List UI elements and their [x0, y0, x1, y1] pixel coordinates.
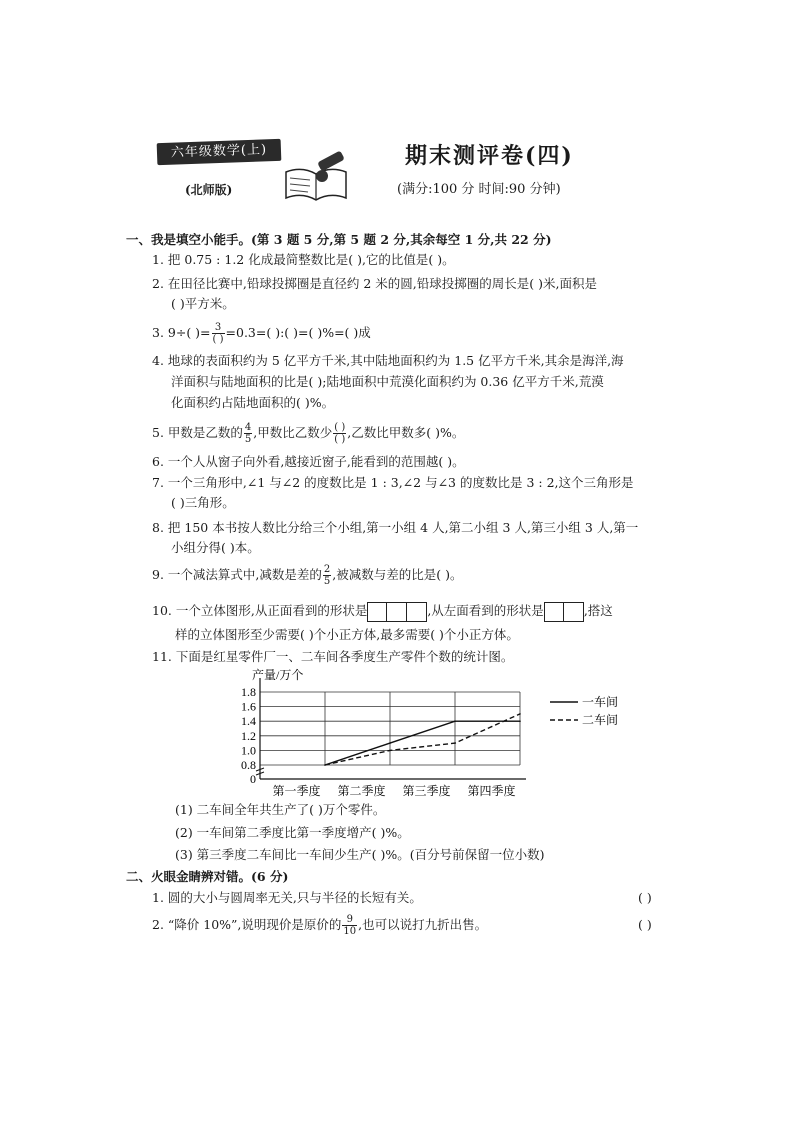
- data-point: [324, 764, 326, 766]
- question-11-1: (1) 二车间全年共生产了( )万个零件。: [175, 802, 386, 817]
- production-line-chart: [222, 664, 642, 804]
- section2-heading: 二、火眼金睛辨对错。(6 分): [126, 869, 289, 884]
- fraction: $\frac{2}{5}$: [323, 564, 331, 587]
- x-tick-label: 第三季度: [402, 784, 451, 798]
- question-11-3: (3) 第三季度二车间比一车间少生产( )%。(百分号前保留一位小数): [175, 847, 545, 862]
- chart-grid: [256, 678, 526, 779]
- grade-badge: 六年级数学(上): [157, 139, 282, 165]
- question-11-2: (2) 一车间第二季度比第一季度增产( )%。: [175, 825, 410, 840]
- question-10-line2: 样的立体图形至少需要( )个小正方体,最多需要( )个小正方体。: [175, 627, 519, 642]
- y-tick-label: 1.0: [241, 743, 256, 758]
- fraction: $\frac{( )}{( )}$: [334, 422, 346, 445]
- y-axis-label: 产量/万个: [252, 668, 304, 682]
- question-4-line1: 4. 地球的表面积约为 5 亿平方千米,其中陆地面积约为 1.5 亿平方千米,其余是海洋,海: [152, 353, 624, 368]
- question-1: 1. 把 0.75 : 1.2 化成最简整数比是( ),它的比值是( )。: [152, 252, 455, 267]
- legend-label: 一车间: [582, 695, 619, 709]
- fraction: $\frac{3}{( )}$: [212, 322, 224, 345]
- question-4-line2: 洋面积与陆地面积的比是( );陆地面积中荒漠化面积约为 0.36 亿平方千米,荒漠: [171, 374, 604, 389]
- question-9: 9. 一个减法算式中,减数是差的 $\frac{2}{5}$ ,被减数与差的比是( )。: [152, 564, 463, 587]
- question-8-line2: 小组分得( )本。: [171, 540, 260, 555]
- y-tick-label: 0.8: [241, 758, 256, 772]
- tf-question-2: 2. “降价 10%”,说明现价是原价的 $\frac{9}{10}$ ,也可以说打九折出售。: [152, 914, 488, 937]
- fraction: $\frac{9}{10}$: [343, 914, 357, 937]
- data-point: [454, 742, 456, 744]
- data-point: [519, 720, 521, 722]
- fraction: $\frac{4}{5}$: [244, 422, 252, 445]
- tf-answer-1[interactable]: ( ): [638, 890, 652, 905]
- x-tick-label: 第四季度: [467, 784, 516, 798]
- question-11: 11. 下面是红星零件厂一、二车间各季度生产零件个数的统计图。: [152, 649, 514, 664]
- left-view-squares: [544, 602, 584, 622]
- x-tick-label: 第二季度: [337, 784, 386, 798]
- question-4-line3: 化面积约占陆地面积的( )%。: [171, 395, 335, 410]
- question-7-line2: ( )三角形。: [171, 495, 235, 510]
- question-10-line1: 10. 一个立体图形,从正面看到的形状是 ,从左面看到的形状是 ,搭这: [152, 599, 613, 623]
- data-point: [389, 742, 391, 744]
- legend-label: 二车间: [582, 713, 619, 727]
- y-ticks: [241, 685, 256, 786]
- question-6: 6. 一个人从窗子向外看,越接近窗子,能看到的范围越( )。: [152, 454, 465, 469]
- y-tick-label: 1.8: [241, 685, 256, 699]
- y-tick-label: 1.6: [241, 699, 256, 714]
- tf-answer-2[interactable]: ( ): [638, 917, 652, 932]
- book-telescope-icon: [282, 150, 354, 202]
- exam-title: 期末测评卷(四): [405, 143, 574, 169]
- question-3: 3. 9÷( )= $\frac{3}{( )}$ =0.3=( ):( )=( )%=( )成: [152, 322, 371, 345]
- data-point: [389, 750, 391, 752]
- y-tick-label: 1.4: [241, 714, 256, 729]
- edition-label: (北师版): [185, 183, 233, 197]
- question-2-line1: 2. 在田径比赛中,铅球投掷圈是直径约 2 米的圆,铅球投掷圈的周长是( )米,面积是: [152, 276, 597, 291]
- data-point: [454, 720, 456, 722]
- tf-question-1: 1. 圆的大小与圆周率无关,只与半径的长短有关。: [152, 890, 422, 905]
- exam-meta: (满分:100 分 时间:90 分钟): [397, 182, 561, 197]
- section1-heading: 一、我是填空小能手。(第 3 题 5 分,第 5 题 2 分,其余每空 1 分,共 22 分): [126, 232, 552, 247]
- question-8-line1: 8. 把 150 本书按人数比分给三个小组,第一小组 4 人,第二小组 3 人,第三小组 3 人,第一: [152, 520, 639, 535]
- y-tick-label: 1.2: [241, 728, 256, 743]
- chart-legend: [550, 694, 618, 727]
- x-ticks: [272, 783, 515, 798]
- front-view-squares: [367, 602, 427, 622]
- question-2-line2: ( )平方米。: [171, 296, 235, 311]
- question-5: 5. 甲数是乙数的 $\frac{4}{5}$ ,甲数比乙数少 $\frac{( )}{( )}$ ,乙数比甲数多( )%。: [152, 422, 465, 445]
- y-tick-label: 0: [250, 772, 256, 786]
- data-point: [519, 713, 521, 715]
- question-7-line1: 7. 一个三角形中,∠1 与∠2 的度数比是 1 : 3,∠2 与∠3 的度数比是 3 : 2,这个三角形是: [152, 475, 634, 490]
- x-tick-label: 第一季度: [272, 784, 321, 798]
